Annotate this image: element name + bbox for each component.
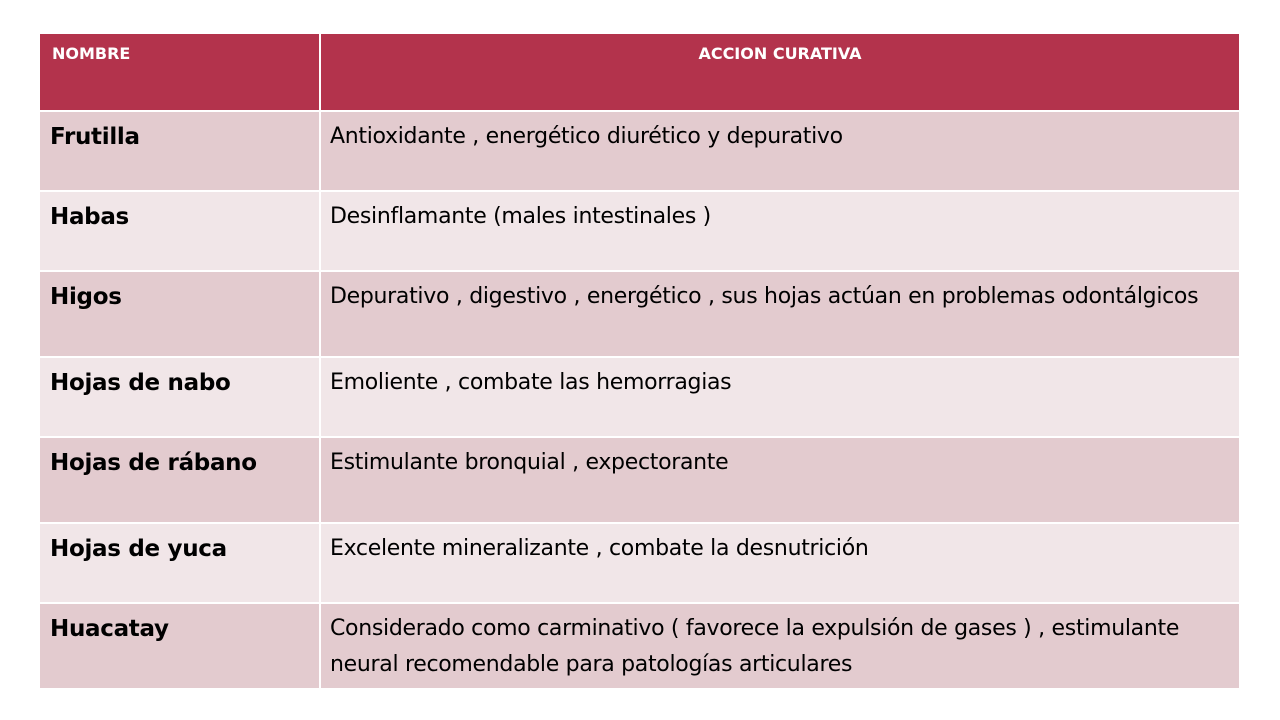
- table-row: [39, 357, 1240, 437]
- row-action: Excelente mineralizante , combate la desnutrición: [320, 523, 1240, 603]
- row-name: Hojas de yuca: [39, 523, 320, 603]
- header-row: [39, 33, 1240, 111]
- remedies-table: [38, 32, 1241, 690]
- row-name: Hojas de nabo: [39, 357, 320, 437]
- row-name: Higos: [39, 271, 320, 357]
- row-action: Considerado como carminativo ( favorece la expulsión de gases ) , estimulante neural recomendable para patologías articulares: [320, 603, 1240, 689]
- row-name: Huacatay: [39, 603, 320, 689]
- row-action: Estimulante bronquial , expectorante: [320, 437, 1240, 523]
- table-row: [39, 523, 1240, 603]
- table-row: [39, 111, 1240, 191]
- row-name: Habas: [39, 191, 320, 271]
- header-name: NOMBRE: [39, 33, 320, 111]
- table-row: [39, 437, 1240, 523]
- table-row: [39, 603, 1240, 689]
- table-row: [39, 271, 1240, 357]
- row-action: Desinflamante (males intestinales ): [320, 191, 1240, 271]
- table-row: [39, 191, 1240, 271]
- row-action: Antioxidante , energético diurético y depurativo: [320, 111, 1240, 191]
- row-name: Hojas de rábano: [39, 437, 320, 523]
- header-action: ACCION CURATIVA: [320, 33, 1240, 111]
- row-action: Depurativo , digestivo , energético , sus hojas actúan en problemas odontálgicos: [320, 271, 1240, 357]
- row-name: Frutilla: [39, 111, 320, 191]
- row-action: Emoliente , combate las hemorragias: [320, 357, 1240, 437]
